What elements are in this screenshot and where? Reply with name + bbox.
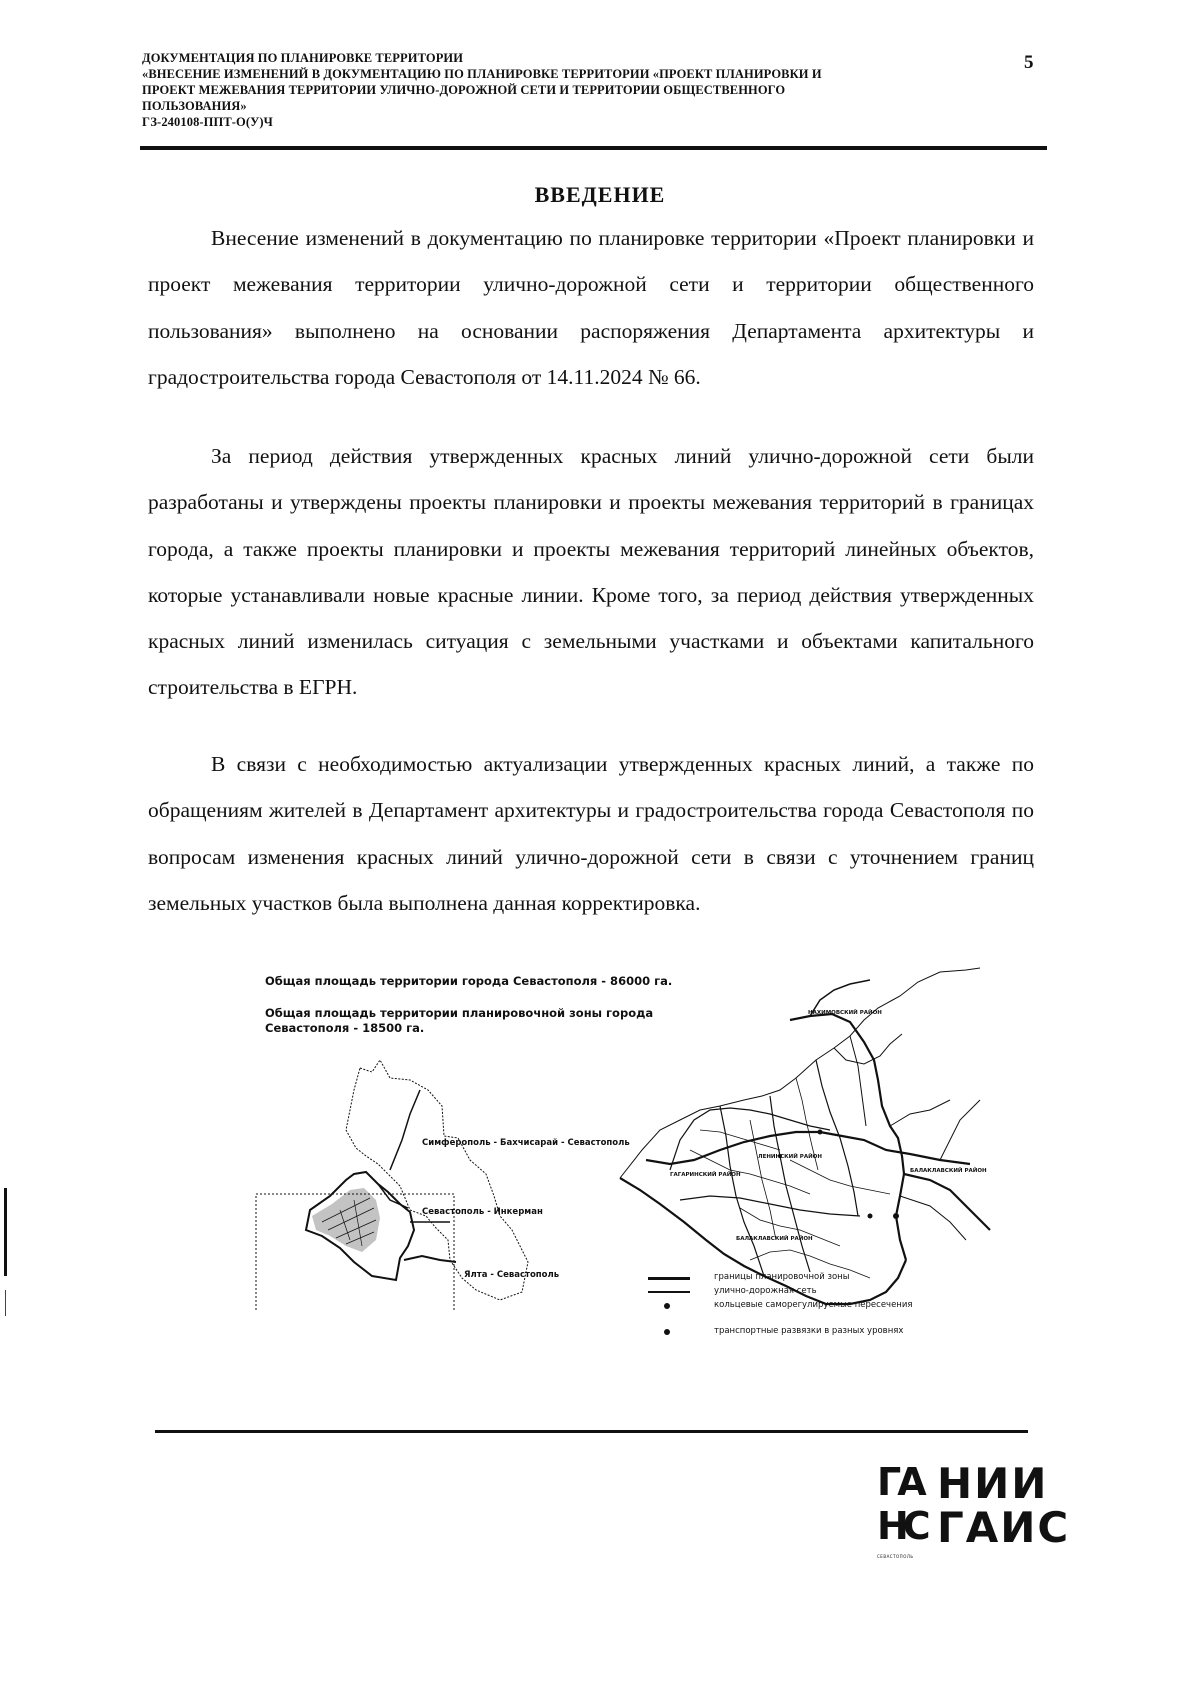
- area-planning-caption: Общая площадь территории планировочной зоны города Севастополя - 18500 га.: [265, 1006, 654, 1035]
- logo-subtitle: СЕВАСТОПОЛЬ: [877, 1554, 914, 1559]
- thick-line-icon: [648, 1277, 690, 1280]
- legend-item: [648, 1272, 988, 1286]
- header-divider: [140, 146, 1047, 150]
- legend-label: кольцевые саморегулируемые пересечения: [714, 1300, 913, 1310]
- interchange-markers: [778, 1130, 899, 1220]
- city-overview-map: [306, 1060, 528, 1300]
- page-number: 5: [1024, 52, 1034, 73]
- map-drawing: [250, 960, 1000, 1310]
- legend-label: границы планировочной зоны: [714, 1272, 850, 1282]
- logo-mark-icon: ГА НС: [877, 1460, 925, 1548]
- header-line: ДОКУМЕНТАЦИЯ ПО ПЛАНИРОВКЕ ТЕРРИТОРИИ: [142, 51, 464, 65]
- thin-line-icon: [648, 1291, 690, 1293]
- header-line: ПРОЕКТ МЕЖЕВАНИЯ ТЕРРИТОРИИ УЛИЧНО-ДОРОЖНОЙ СЕТИ И ТЕРРИТОРИИ ОБЩЕСТВЕННОГО: [142, 83, 786, 97]
- route-label-inkerman: Севастополь - Инкерман: [422, 1207, 543, 1217]
- area-total-caption: Общая площадь территории города Севастополя - 86000 га.: [265, 974, 673, 988]
- route-label-simferopol: Симферополь - Бахчисарай - Севастополь: [422, 1138, 630, 1148]
- dot-icon: [664, 1329, 670, 1335]
- paragraph: [148, 741, 1034, 926]
- paragraph-text: В связи с необходимостью актуализации утвержденных красных линий, а также по обращениям жителей в Департамент архитектуры и градостроительства города Севастополя по вопросам изменения красных линий улично-дорожной сети в связи с уточнением границ земельных участков была выполнена данная корректировка.: [148, 752, 1034, 915]
- district-label-balaklava-2: БАЛАКЛАВСКИЙ РАЙОН: [736, 1236, 813, 1242]
- map-legend: [648, 1272, 988, 1340]
- district-label-balaklava: БАЛАКЛАВСКИЙ РАЙОН: [910, 1168, 987, 1174]
- scan-edge-mark: [4, 1188, 7, 1276]
- legend-label: улично-дорожная сеть: [714, 1286, 817, 1296]
- legend-item: [648, 1300, 988, 1326]
- section-title: ВВЕДЕНИЕ: [534, 182, 666, 207]
- district-label-nakhimovsky: НАХИМОВСКИЙ РАЙОН: [808, 1010, 882, 1016]
- footer-divider: [155, 1430, 1028, 1433]
- planning-zone-detail-map: [620, 968, 990, 1304]
- document-header: [142, 50, 1042, 130]
- header-line: «ВНЕСЕНИЕ ИЗМЕНЕНИЙ В ДОКУМЕНТАЦИЮ ПО ПЛАНИРОВКЕ ТЕРРИТОРИИ «ПРОЕКТ ПЛАНИРОВКИ И: [142, 67, 822, 81]
- paragraph: [148, 215, 1034, 400]
- district-label-gagarin: ГАГАРИНСКИЙ РАЙОН: [670, 1172, 741, 1178]
- niigais-logo: [877, 1459, 1071, 1572]
- paragraph-text: За период действия утвержденных красных линий улично-дорожной сети были разработаны и утверждены проекты планировки и проекты межевания территорий в границах города, а также проекты планировки и проекты межевания территорий линейных объектов, которые устанавливали новые красные линии. Кроме того, за период действия утвержденных красных линий изменилась ситуация с земельными участками и объектами капитального строительства в ЕГРН.: [148, 444, 1034, 700]
- dot-icon: [664, 1303, 670, 1309]
- document-code: ГЗ-240108-ППТ-О(У)Ч: [142, 115, 273, 129]
- route-label-yalta: Ялта - Севастополь: [464, 1270, 560, 1280]
- urban-area-fill: [312, 1188, 380, 1252]
- paragraph-text: Внесение изменений в документацию по планировке территории «Проект планировки и проект межевания территории улично-дорожной сети и территории общественного пользования» выполнено на основании распоряжения Департамента архитектуры и градостроительства города Севастополя от 14.11.2024 № 66.: [148, 226, 1034, 389]
- header-line: ПОЛЬЗОВАНИЯ»: [142, 99, 247, 113]
- legend-item: [648, 1286, 988, 1300]
- legend-item: [648, 1326, 988, 1340]
- legend-label: транспортные развязки в разных уровнях: [714, 1326, 904, 1336]
- planning-zone-map-figure: [250, 960, 1000, 1336]
- logo-wordmark: НИИ ГАИС: [937, 1459, 1071, 1552]
- scan-edge-mark: [5, 1290, 6, 1316]
- district-label-lenin: ЛЕНИНСКИЙ РАЙОН: [758, 1154, 822, 1160]
- paragraph: [148, 433, 1034, 711]
